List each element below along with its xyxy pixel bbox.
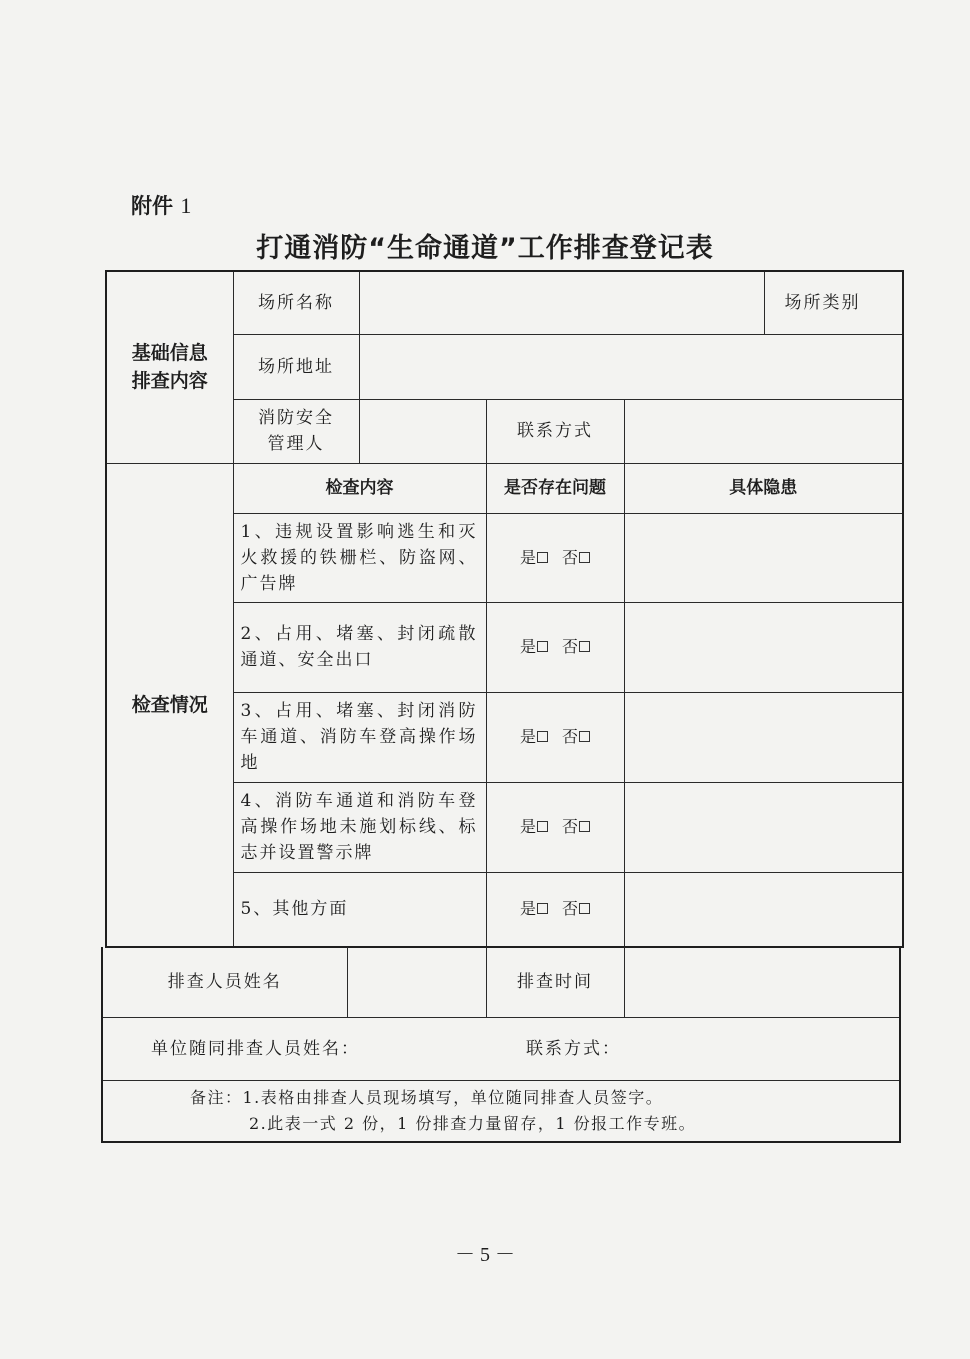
no-label: 否 — [562, 547, 579, 567]
inspection-item-content: 4、消防车通道和消防车登高操作场地未施划标线、标志并设置警示牌 — [233, 782, 486, 872]
unit-escort-label: 单位随同排查人员姓名： — [151, 1038, 360, 1059]
notes-block — [102, 1080, 900, 1142]
yes-label: 是 — [519, 547, 536, 567]
page-number: － 5 － — [455, 1244, 515, 1266]
inspector-name-label: 排查人员姓名 — [102, 947, 347, 1017]
inspection-time-field[interactable] — [624, 947, 900, 1017]
yes-checkbox[interactable] — [537, 903, 548, 914]
yes-no-choice — [486, 692, 624, 782]
attachment-label-text: 附件 — [131, 194, 173, 218]
place-name-field[interactable] — [359, 271, 764, 334]
basic-info-label-line1: 基础信息 — [131, 342, 208, 365]
registration-form-main — [105, 270, 904, 948]
place-category-label-text: 场所类别 — [784, 292, 861, 313]
yes-label: 是 — [519, 817, 536, 836]
hazard-field[interactable] — [624, 692, 903, 782]
no-label: 否 — [562, 727, 579, 746]
has-issue-header: 是否存在问题 — [486, 463, 624, 513]
yes-label: 是 — [519, 899, 536, 919]
yes-no-choice — [486, 782, 624, 872]
safety-manager-label-line1: 消防安全 — [258, 408, 334, 428]
yes-no-choice — [486, 872, 624, 947]
no-checkbox[interactable] — [579, 731, 590, 742]
yes-checkbox[interactable] — [537, 821, 548, 832]
place-name-label: 场所名称 — [233, 271, 359, 334]
no-checkbox[interactable] — [579, 821, 590, 832]
no-label: 否 — [562, 637, 579, 656]
inspection-item-content: 3、占用、堵塞、封闭消防车通道、消防车登高操作场地 — [233, 692, 486, 782]
specific-hazard-header: 具体隐患 — [624, 463, 903, 513]
no-label: 否 — [562, 899, 579, 919]
inspection-content-header: 检查内容 — [233, 463, 486, 513]
unit-contact-label: 联系方式： — [526, 1038, 621, 1059]
no-checkbox[interactable] — [579, 903, 590, 914]
attachment-number: 1 — [180, 193, 192, 218]
yes-no-choice — [486, 513, 624, 602]
unit-escort-line — [102, 1017, 900, 1080]
hazard-field[interactable] — [624, 782, 903, 872]
inspection-item-content: 5、其他方面 — [233, 872, 486, 947]
inspection-item-content: 2、占用、堵塞、封闭疏散通道、安全出口 — [233, 602, 486, 692]
registration-form-footer — [101, 947, 901, 1143]
attachment-label — [131, 190, 191, 220]
yes-checkbox[interactable] — [537, 641, 548, 652]
inspection-section-label: 检查情况 — [106, 463, 233, 947]
contact-label: 联系方式 — [486, 399, 624, 463]
yes-checkbox[interactable] — [537, 731, 548, 742]
hazard-field[interactable] — [624, 602, 903, 692]
place-address-label: 场所地址 — [233, 334, 359, 399]
yes-label: 是 — [519, 637, 536, 656]
yes-label: 是 — [519, 727, 536, 746]
place-category-label — [764, 271, 903, 334]
document-title: 打通消防“生命通道”工作排查登记表 — [256, 233, 714, 264]
contact-field[interactable] — [624, 399, 903, 463]
safety-manager-label-line2: 管理人 — [267, 434, 325, 454]
note-line-1: 备注：1.表格由排查人员现场填写，单位随同排查人员签字。 — [190, 1087, 664, 1107]
no-label: 否 — [562, 817, 579, 836]
inspection-time-label: 排查时间 — [486, 947, 624, 1017]
hazard-field[interactable] — [624, 513, 903, 602]
basic-info-label-line2: 排查内容 — [131, 370, 208, 393]
inspector-name-field[interactable] — [347, 947, 486, 1017]
safety-manager-field[interactable] — [359, 399, 486, 463]
yes-checkbox[interactable] — [537, 552, 548, 563]
place-address-field[interactable] — [359, 334, 903, 399]
no-checkbox[interactable] — [579, 641, 590, 652]
safety-manager-label — [233, 399, 359, 463]
basic-info-section-label — [106, 271, 233, 463]
hazard-field[interactable] — [624, 872, 903, 947]
note-line-2: 2.此表一式 2 份，1 份排查力量留存，1 份报工作专班。 — [249, 1113, 697, 1133]
yes-no-choice — [486, 602, 624, 692]
no-checkbox[interactable] — [579, 552, 590, 563]
inspection-item-content: 1、违规设置影响逃生和灭火救援的铁栅栏、防盗网、广告牌 — [233, 513, 486, 602]
